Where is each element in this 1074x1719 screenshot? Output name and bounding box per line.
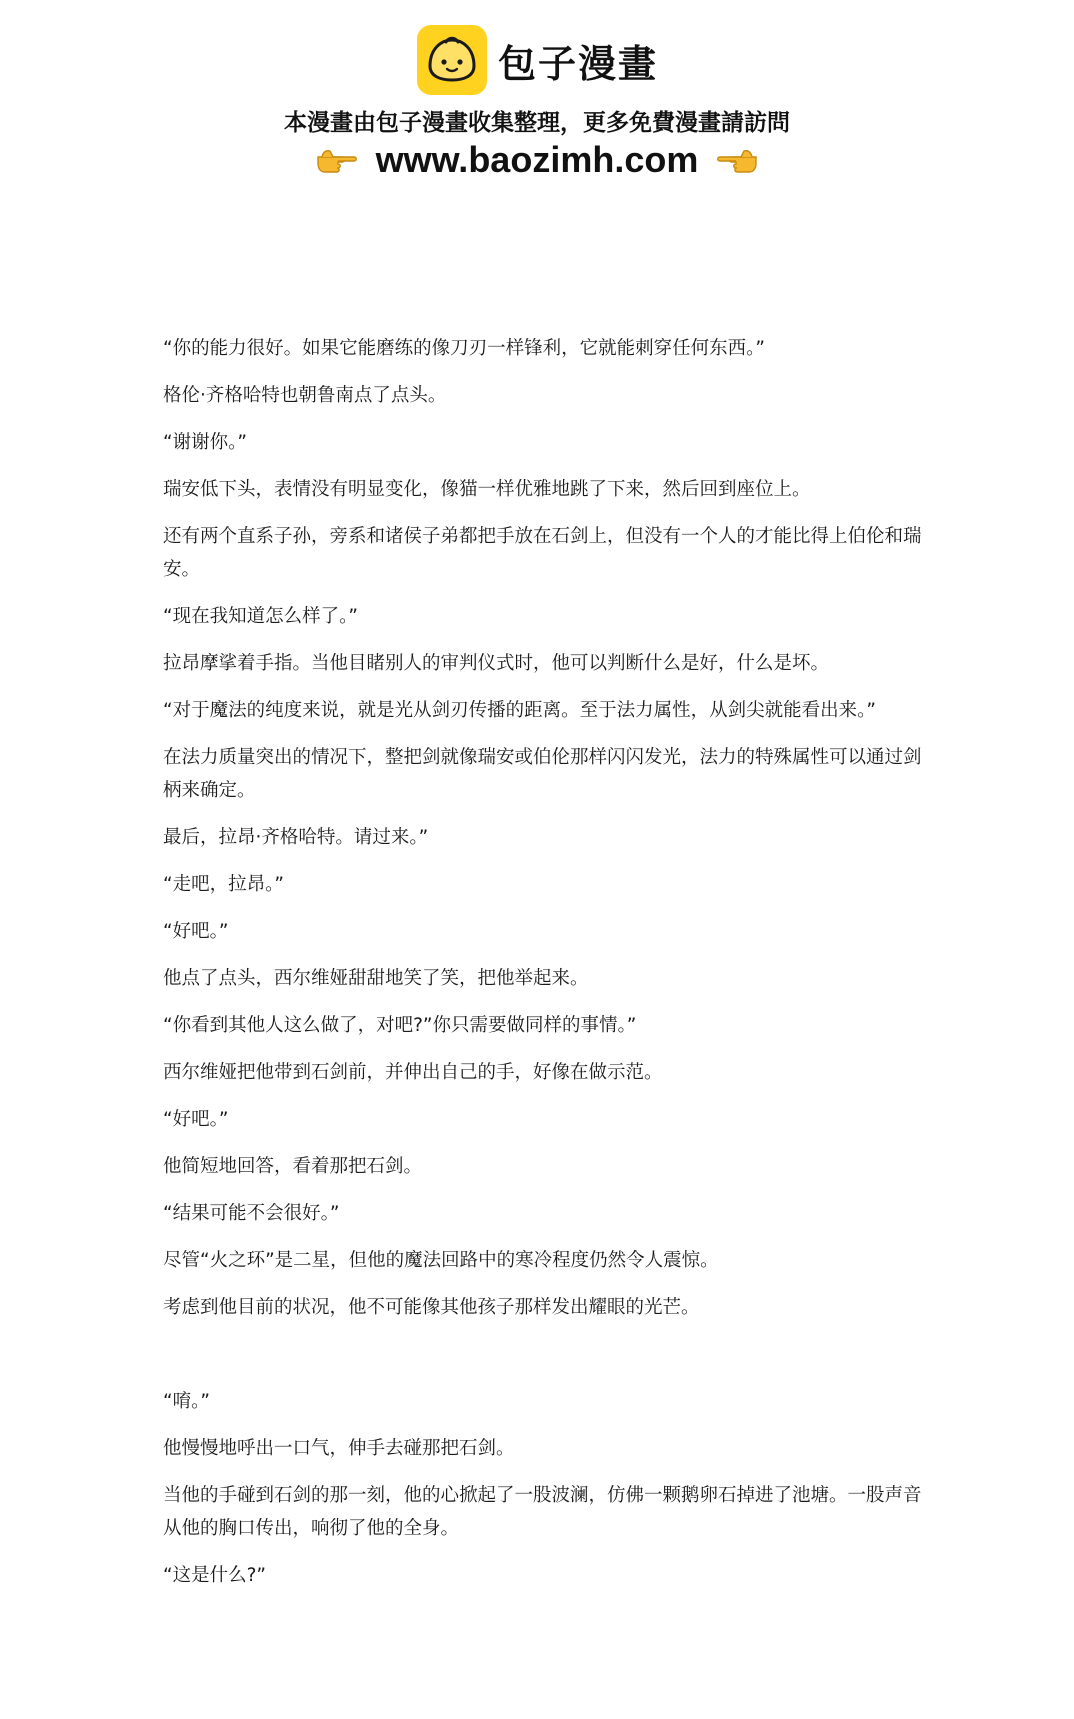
paragraph: 当他的手碰到石剑的那一刻，他的心掀起了一股波澜，仿佛一颗鹅卵石掉进了池塘。一股声音从他的胸口传出，响彻了他的全身。 <box>163 1485 922 1539</box>
paragraph: 他点了点头，西尔维娅甜甜地笑了笑，把他举起来。 <box>163 968 589 989</box>
paragraph: 瑞安低下头，表情没有明显变化，像猫一样优雅地跳了下来，然后回到座位上。 <box>163 479 811 500</box>
paragraph: “谢谢你。” <box>163 432 247 453</box>
url-row[interactable] <box>0 138 1074 182</box>
paragraph: 他简短地回答，看着那把石剑。 <box>163 1156 423 1177</box>
paragraph: 考虑到他目前的状况，他不可能像其他孩子那样发出耀眼的光芒。 <box>163 1297 700 1318</box>
promo-text: 本漫畫由包子漫畫收集整理，更多免費漫畫請訪問 <box>284 110 790 136</box>
site-header <box>0 0 1074 200</box>
paragraph: 还有两个直系子孙，旁系和诸侯子弟都把手放在石剑上，但没有一个人的才能比得上伯伦和瑞安。 <box>163 526 922 580</box>
paragraph: “现在我知道怎么样了。” <box>163 606 358 627</box>
paragraph: 尽管“火之环”是二星，但他的魔法回路中的寒冷程度仍然令人震惊。 <box>163 1250 719 1271</box>
paragraph: 格伦·齐格哈特也朝鲁南点了点头。 <box>163 385 447 406</box>
paragraph: “好吧。” <box>163 921 229 942</box>
paragraph: “好吧。” <box>163 1109 229 1130</box>
paragraph: “你的能力很好。如果它能磨练的像刀刃一样锋利，它就能刺穿任何东西。” <box>163 338 765 359</box>
pointing-hand-right-icon <box>316 145 358 175</box>
paragraph: 他慢慢地呼出一口气，伸手去碰那把石剑。 <box>163 1438 515 1459</box>
paragraph: “结果可能不会很好。” <box>163 1203 340 1224</box>
section-gap <box>163 1338 923 1385</box>
paragraph: 拉昂摩挲着手指。当他目睹别人的审判仪式时，他可以判断什么是好，什么是坏。 <box>163 653 830 674</box>
bun-mascot-icon <box>416 24 488 96</box>
logo-text: 包子漫畫 <box>497 41 658 86</box>
logo-row[interactable] <box>0 22 1074 98</box>
pointing-hand-left-icon <box>716 145 758 175</box>
paragraph: “唷。” <box>163 1391 210 1412</box>
paragraph: 在法力质量突出的情况下，整把剑就像瑞安或伯伦那样闪闪发光，法力的特殊属性可以通过剑柄来确定。 <box>163 747 922 801</box>
chapter-text <box>163 332 923 1606</box>
site-url-link[interactable]: www.baozimh.com <box>375 139 699 180</box>
paragraph: 最后，拉昂·齐格哈特。请过来。” <box>163 827 429 848</box>
paragraph: “这是什么?” <box>163 1565 266 1586</box>
paragraph: 西尔维娅把他带到石剑前，并伸出自己的手，好像在做示范。 <box>163 1062 663 1083</box>
paragraph: “走吧，拉昂。” <box>163 874 284 895</box>
paragraph: “对于魔法的纯度来说，就是光从剑刃传播的距离。至于法力属性，从剑尖就能看出来。” <box>163 700 876 721</box>
paragraph: “你看到其他人这么做了，对吧?”你只需要做同样的事情。” <box>163 1015 637 1036</box>
